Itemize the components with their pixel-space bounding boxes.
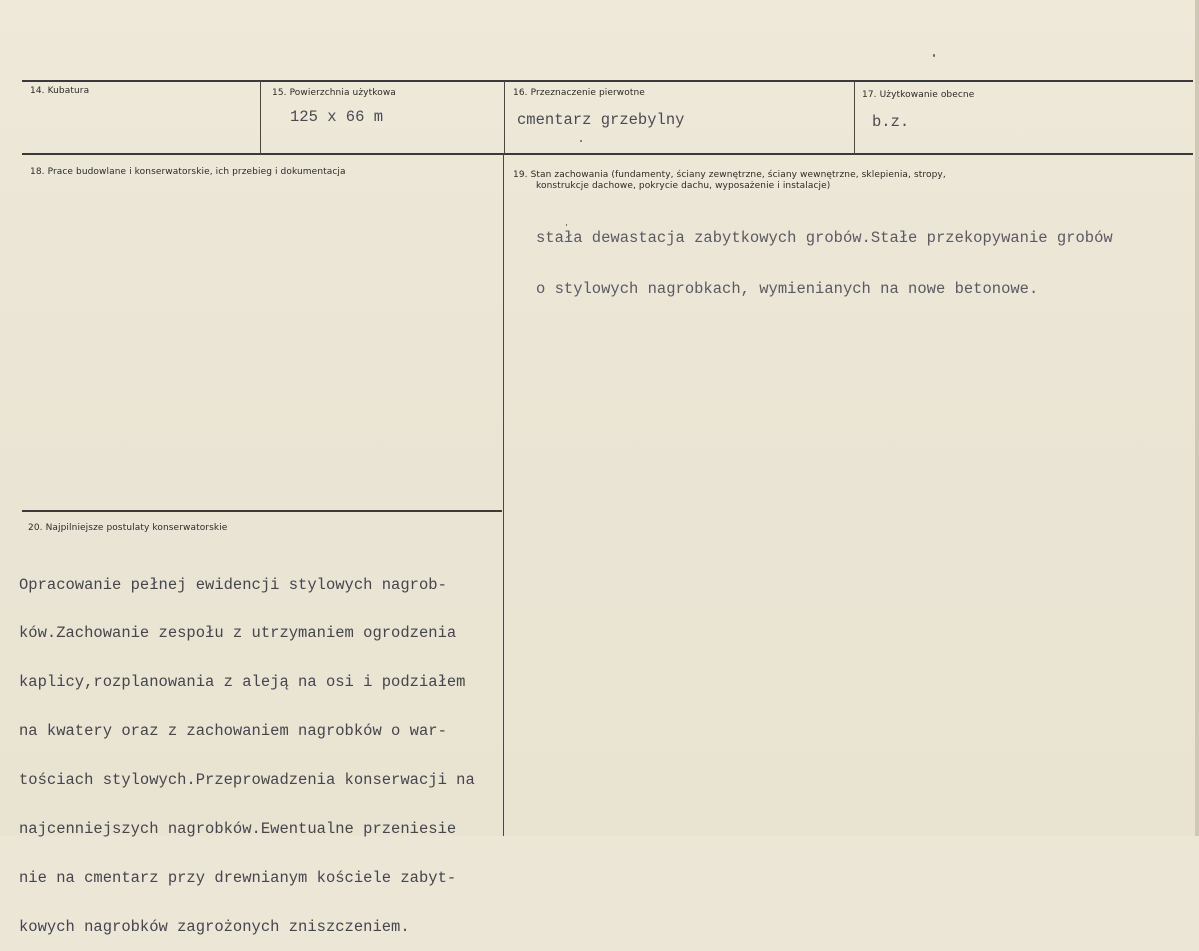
field-17-label: 17. Użytkowanie obecne bbox=[862, 90, 975, 100]
field-19-label-line2: konstrukcje dachowe, pokrycie dachu, wyposażenie i instalacje) bbox=[536, 181, 831, 191]
paper-speck bbox=[580, 140, 582, 142]
field-20-line: nie na cmentarz przy drewnianym kościele zabyt- bbox=[19, 868, 457, 887]
paper-speck bbox=[933, 54, 935, 57]
field-20-label: 20. Najpilniejsze postulaty konserwatorskie bbox=[28, 523, 228, 533]
divider-16-17 bbox=[854, 81, 855, 154]
field-17-value: b.z. bbox=[872, 113, 910, 131]
field-20-line: kaplicy,rozplanowania z aleją na osi i podziałem bbox=[19, 673, 466, 692]
divider-14-15 bbox=[260, 81, 261, 154]
field-19-label-line1: 19. Stan zachowania (fundamenty, ściany zewnętrzne, ściany wewnętrzne, sklepienia, stropy, bbox=[513, 170, 946, 180]
field-20-line: kowych nagrobków zagrożonych zniszczeniem. bbox=[19, 917, 410, 936]
field-16-value: cmentarz grzebylny bbox=[517, 111, 685, 129]
field-20-line: na kwatery oraz z zachowaniem nagrobków o war- bbox=[19, 722, 447, 741]
field-19-line: o stylowych nagrobkach, wymienianych na nowe betonowe. bbox=[536, 280, 1039, 298]
field-20-line: Opracowanie pełnej ewidencji stylowych nagrob- bbox=[19, 575, 447, 594]
field-19-line: stała dewastacja zabytkowych grobów.Stałe przekopywanie grobów bbox=[536, 229, 1113, 247]
field-15-value: 125 x 66 m bbox=[290, 108, 384, 126]
field-15-label: 15. Powierzchnia użytkowa bbox=[272, 88, 396, 98]
sheet-edge bbox=[1195, 0, 1199, 836]
row1-bottom-rule bbox=[22, 153, 1193, 155]
field-16-label: 16. Przeznaczenie pierwotne bbox=[513, 88, 645, 98]
field-20-line: tościach stylowych.Przeprowadzenia konserwacji na bbox=[19, 771, 475, 790]
section20-top-rule bbox=[22, 510, 502, 512]
divider-15-16 bbox=[504, 81, 505, 154]
field-20-line: ków.Zachowanie zespołu z utrzymaniem ogrodzenia bbox=[19, 624, 457, 643]
field-20-text bbox=[19, 544, 475, 951]
divider-18-19 bbox=[503, 154, 504, 836]
field-19-text bbox=[536, 196, 1113, 315]
paper-speck bbox=[566, 224, 567, 226]
field-20-line: najcenniejszych nagrobków.Ewentualne przeniesie bbox=[19, 820, 457, 839]
top-rule bbox=[22, 80, 1193, 82]
field-18-label: 18. Prace budowlane i konserwatorskie, ich przebieg i dokumentacja bbox=[30, 167, 346, 177]
field-14-label: 14. Kubatura bbox=[30, 86, 90, 96]
